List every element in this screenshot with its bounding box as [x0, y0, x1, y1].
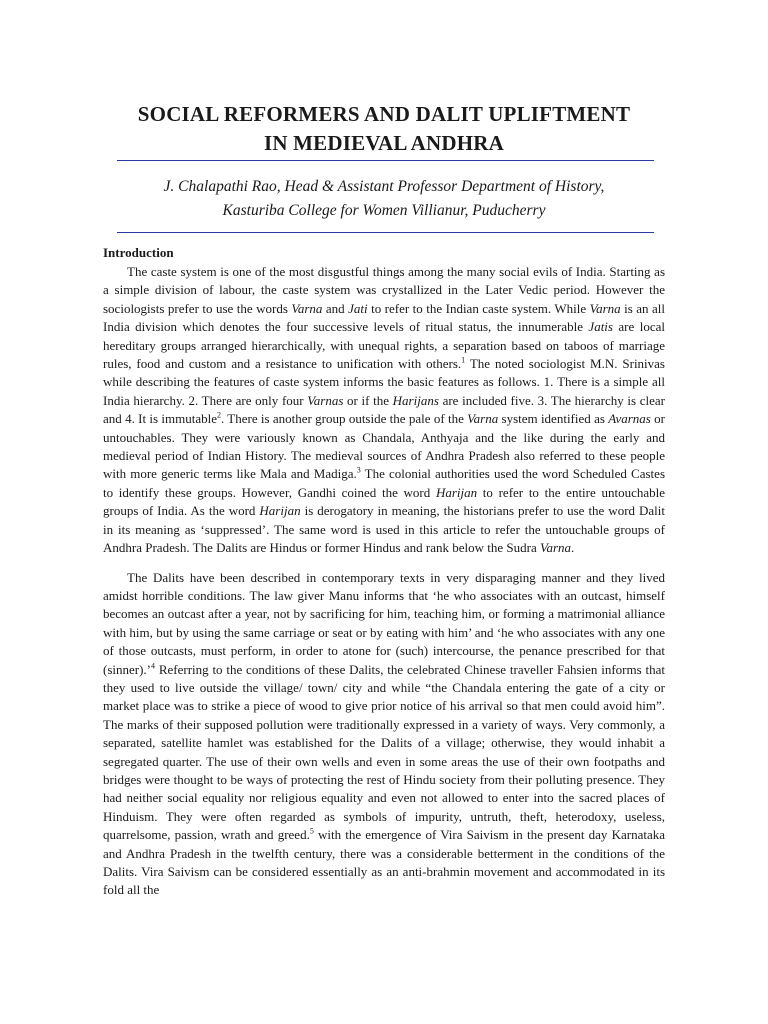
bottom-divider — [117, 232, 654, 233]
author-line-1: J. Chalapathi Rao, Head & Assistant Professor Department of History, — [163, 178, 605, 195]
paragraph-2: The Dalits have been described in contemporary texts in very disparaging manner and they lived amidst horrible conditions. The law giver Manu informs that ‘he who associates with an outcast, himself becomes an outcast after a year, not by sacrificing for him, teaching him, or forming a matrimonial alliance with him, but by using the same carriage or seat or by eating with him’ and ‘he who associates with any one of those outcasts, must perform, in order to atone for (such) intercourse, the penance prescribed for that (sinner).’$^4$ Referring to the conditions of these Dalits, the celebrated Chinese traveller Fahsien informs that they used to live outside the village/ town/ city and while “the Chandala entering the gate of a city or market place was to strike a piece of wood to give prior notice of his arrival so that men could avoid him”. The marks of their supposed pollution were traditionally expressed in a variety of ways. Very commonly, a separated, satellite hamlet was established for the Dalits of a village; otherwise, they would inhabit a segregated quarter. The use of their own wells and even in some areas the use of their own footpaths and bridges were thought to be ways of protecting the rest of Hindu society from their polluting presence. They had neither social equality nor religious equality and even not allowed to enter into the sacred places of Hinduism. They were often regarded as symbols of impurity, untruth, theft, heterodoxy, useless, quarrelsome, passion, wrath and greed.$^5$ with the emergence of Vira Saivism in the present day Karnataka and Andhra Pradesh in the twelfth century, there was a considerable betterment in the conditions of the Dalits. Vira Saivism can be considered essentially as an anti-brahmin movement and accommodated in its fold all the — [103, 569, 665, 898]
top-divider — [117, 160, 654, 161]
italic-term: Harijan — [435, 484, 478, 500]
paper-title — [0, 100, 768, 158]
italic-term: Avarnas — [608, 411, 651, 427]
article-body — [103, 245, 665, 900]
italic-term: Varnas — [307, 392, 344, 408]
italic-term: Harijan — [259, 503, 301, 519]
title-line-1: SOCIAL REFORMERS AND DALIT UPLIFTMENT — [137, 102, 631, 126]
footnote-marker: 4 — [151, 661, 156, 671]
footnote-marker: 2 — [216, 410, 221, 420]
author-affiliation — [0, 175, 768, 223]
italic-term: Jati — [348, 300, 368, 316]
italic-term: Varna — [539, 540, 572, 556]
italic-term: Varna — [291, 300, 323, 316]
footnote-marker: 3 — [356, 466, 361, 476]
paragraph-1: The caste system is one of the most disgustful things among the many social evils of India. Starting as a simple division of labour, the caste system was crystallized in the Later Vedic period. However the sociologists prefer to use the words Varna and Jati to refer to the Indian caste system. While Varna is an all India division which denotes the four successive levels of ritual status, the innumerable Jatis are local hereditary groups arranged hierarchically, with unequal rights, a separation based on taboos of marriage rules, food and custom and a resistance to unification with others.$^1$ The noted sociologist M.N. Srinivas while describing the features of caste system informs the basic features as follows. 1. There is a simple all India hierarchy. 2. There are only four Varnas or if the Harijans are included five. 3. The hierarchy is clear and 4. It is immutable$^2$. There is another group outside the pale of the Varna system identified as Avarnas or untouchables. They were variously known as Chandala, Anthyaja and the like during the early and medieval period of Indian History. The medieval sources of Andhra Pradesh also referred to these people with more generic terms like Mala and Madiga.$^3$ The colonial authorities used the word Scheduled Castes to identify these groups. However, Gandhi coined the word Harijan to refer to the entire untouchable groups of India. As the word Harijan is derogatory in meaning, the historians prefer to use the word Dalit in its meaning as ‘suppressed’. The same word is used in this article to refer the untouchable groups of Andhra Pradesh. The Dalits are Hindus or former Hindus and rank below the Sudra Varna. — [103, 264, 665, 556]
italic-term: Varna — [589, 300, 621, 316]
title-line-2: IN MEDIEVAL ANDHRA — [263, 131, 505, 155]
footnote-marker: 5 — [309, 826, 314, 836]
section-heading: Introduction — [103, 245, 174, 260]
footnote-marker: 1 — [461, 355, 466, 365]
author-line-2: Kasturiba College for Women Villianur, Puducherry — [222, 202, 546, 219]
italic-term: Jatis — [588, 319, 613, 335]
italic-term: Harijans — [392, 392, 439, 408]
italic-term: Varna — [467, 411, 499, 427]
